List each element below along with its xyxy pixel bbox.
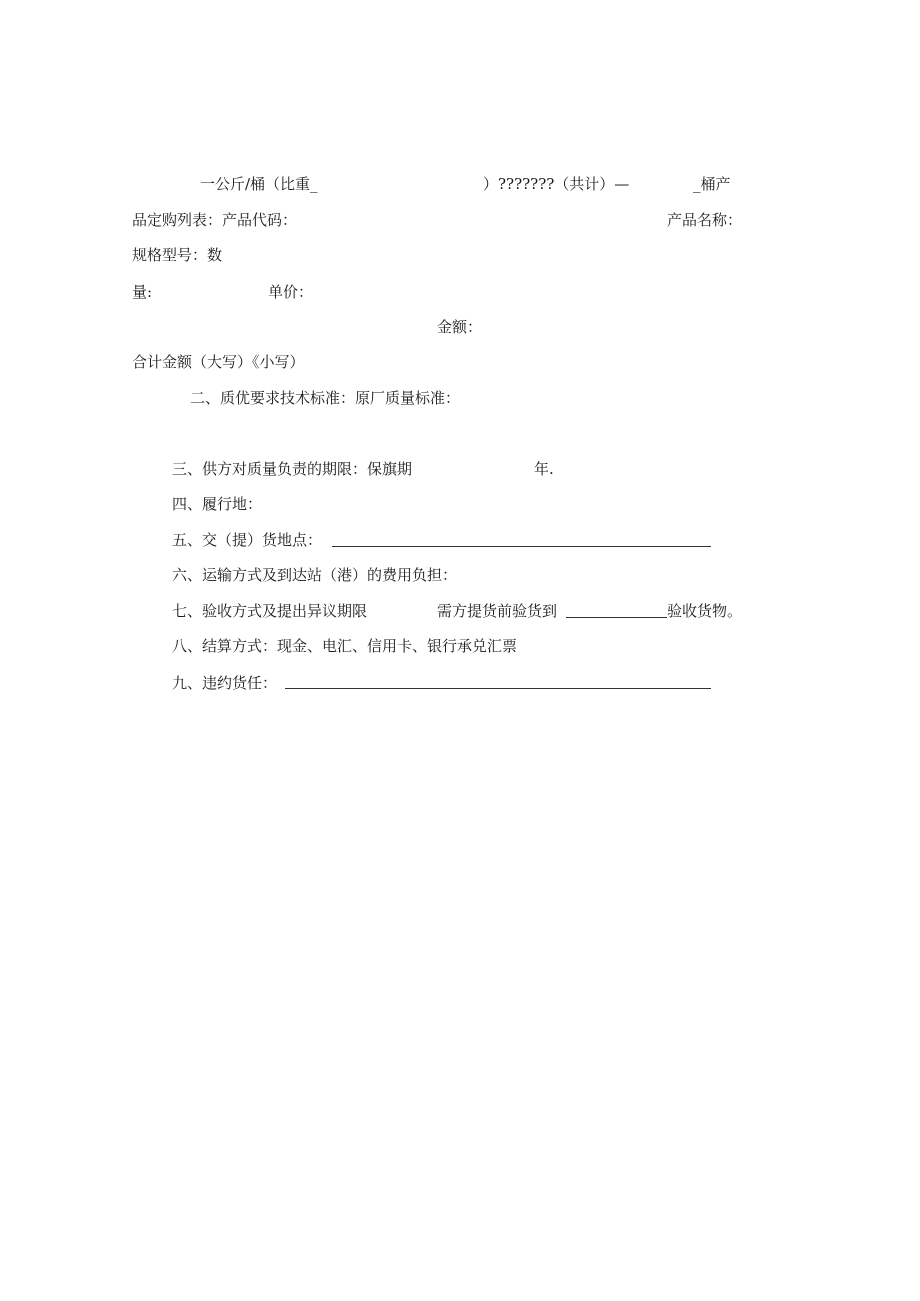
quantity-label: 量:	[132, 283, 153, 301]
barrel-text: _桶产	[693, 175, 731, 193]
total-text: ）???????（共计）—	[483, 175, 630, 193]
unit-weight-text: 一公斤/桶（比重_	[200, 175, 318, 193]
section-quality-period: 三、供方对质量负责的期限：保旗期	[172, 460, 413, 478]
section-breach-liability: 九、违约货任：	[172, 674, 278, 692]
acceptance-blank-line	[566, 617, 667, 618]
section-delivery-place: 五、交（提）货地点：	[172, 531, 323, 549]
total-amount-label: 合计金额（大写）《小写）	[132, 353, 305, 371]
year-text: 年.	[534, 460, 554, 478]
acceptance-end-text: 验收货物。	[667, 602, 743, 620]
product-name-label: 产品名称：	[667, 211, 743, 229]
section-quality-standard: 二、质优要求技术标准：原厂质量标准：	[190, 389, 461, 407]
section-acceptance: 七、验收方式及提出异议期限	[172, 602, 368, 620]
section-performance-place: 四、履行地：	[172, 495, 263, 513]
section-settlement: 八、结算方式：现金、电汇、信用卡、银行承兑汇票	[172, 637, 518, 655]
acceptance-detail-text: 需方提货前验货到	[437, 602, 558, 620]
product-code-label: 品定购列表：产品代码：	[132, 211, 298, 229]
spec-model-label: 规格型号：数	[132, 246, 223, 264]
breach-blank-line	[285, 688, 711, 689]
unit-price-label: 单价：	[268, 283, 314, 301]
section-transport: 六、运输方式及到达站（港）的费用负担：	[172, 566, 458, 584]
delivery-place-blank-line	[332, 546, 711, 547]
amount-label: 金额：	[437, 318, 483, 336]
